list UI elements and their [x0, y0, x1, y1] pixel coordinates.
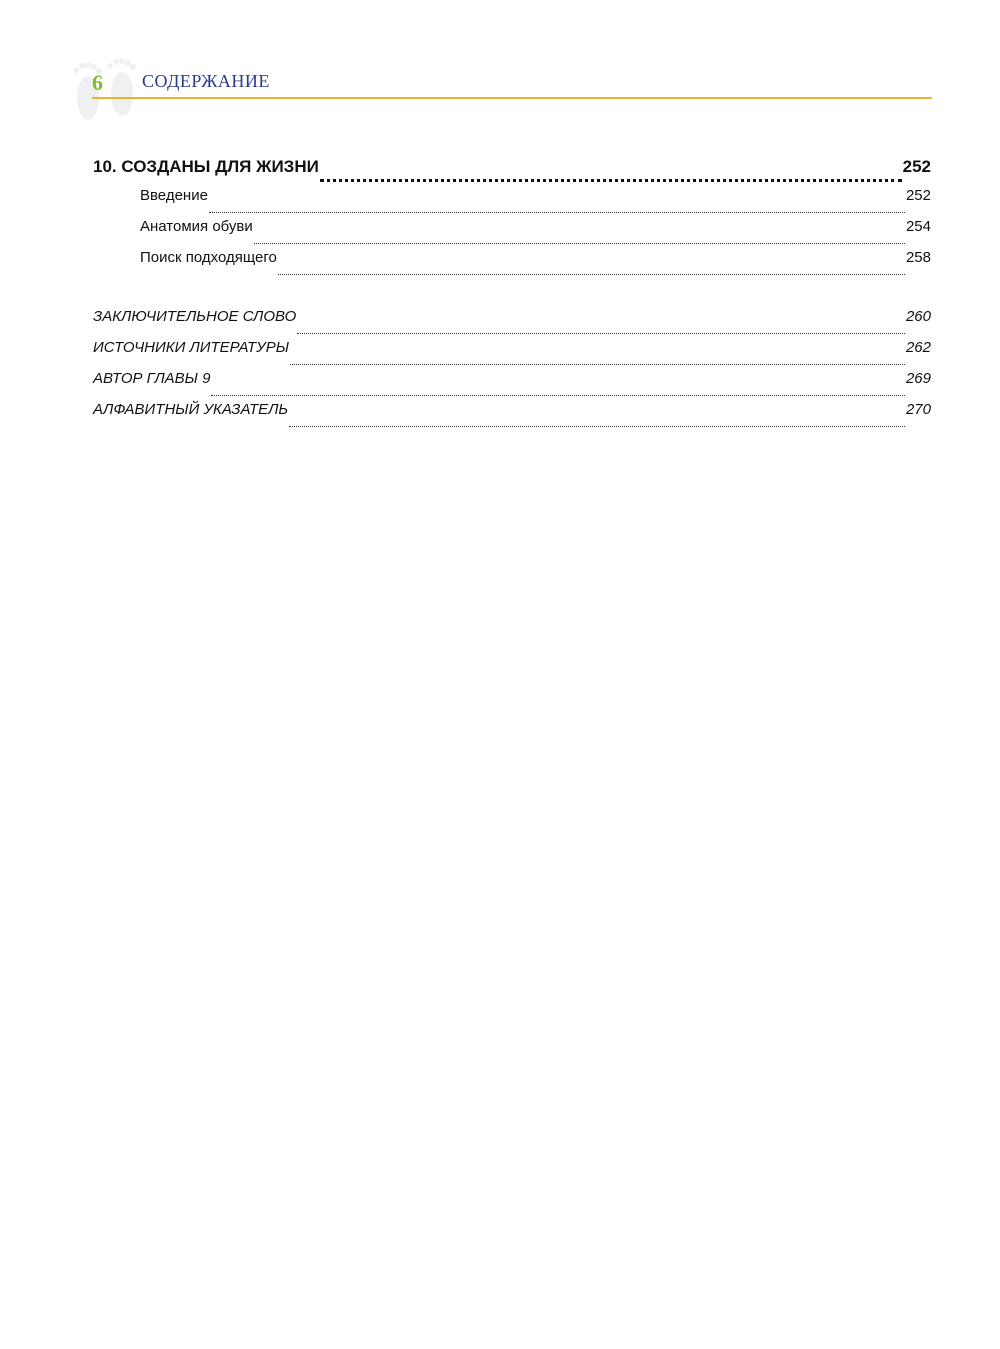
dot-leader: [209, 212, 905, 213]
toc-back-matter-item[interactable]: [93, 370, 931, 401]
toc-subsection[interactable]: [93, 249, 931, 280]
footprints-icon: [64, 50, 144, 130]
toc-label: Введение: [140, 187, 208, 204]
dot-leader: [289, 426, 905, 427]
dot-leader: [320, 179, 902, 182]
toc-label: 10. СОЗДАНЫ ДЛЯ ЖИЗНИ: [93, 157, 319, 176]
page-header: [64, 50, 932, 130]
page-number: 6: [92, 70, 103, 95]
toc-back-matter-item[interactable]: [93, 339, 931, 370]
toc-chapter[interactable]: [93, 157, 931, 187]
toc-label: Анатомия обуви: [140, 218, 253, 235]
toc-label: ИСТОЧНИКИ ЛИТЕРАТУРЫ: [93, 339, 290, 356]
header-rule: [92, 97, 932, 99]
toc-page: 258: [905, 249, 931, 266]
toc-page: 252: [905, 187, 931, 204]
table-of-contents: [93, 157, 931, 432]
spacer: [93, 280, 931, 308]
toc-page: 270: [905, 401, 931, 418]
toc-label: АВТОР ГЛАВЫ 9: [93, 370, 211, 387]
toc-label: АЛФАВИТНЫЙ УКАЗАТЕЛЬ: [93, 401, 289, 418]
dot-leader: [278, 274, 905, 275]
toc-page: 262: [905, 339, 931, 356]
toc-page: 254: [905, 218, 931, 235]
toc-back-matter-item[interactable]: [93, 308, 931, 339]
toc-page: 252: [902, 157, 931, 176]
toc-label: ЗАКЛЮЧИТЕЛЬНОЕ СЛОВО: [93, 308, 297, 325]
toc-label: Поиск подходящего: [140, 249, 277, 266]
dot-leader: [290, 364, 905, 365]
dot-leader: [211, 395, 905, 396]
section-title: СОДЕРЖАНИЕ: [142, 71, 270, 91]
toc-subsection[interactable]: [93, 218, 931, 249]
toc-back-matter-item[interactable]: [93, 401, 931, 432]
dot-leader: [254, 243, 905, 244]
toc-page: 260: [905, 308, 931, 325]
toc-subsection[interactable]: [93, 187, 931, 218]
dot-leader: [297, 333, 905, 334]
toc-page: 269: [905, 370, 931, 387]
